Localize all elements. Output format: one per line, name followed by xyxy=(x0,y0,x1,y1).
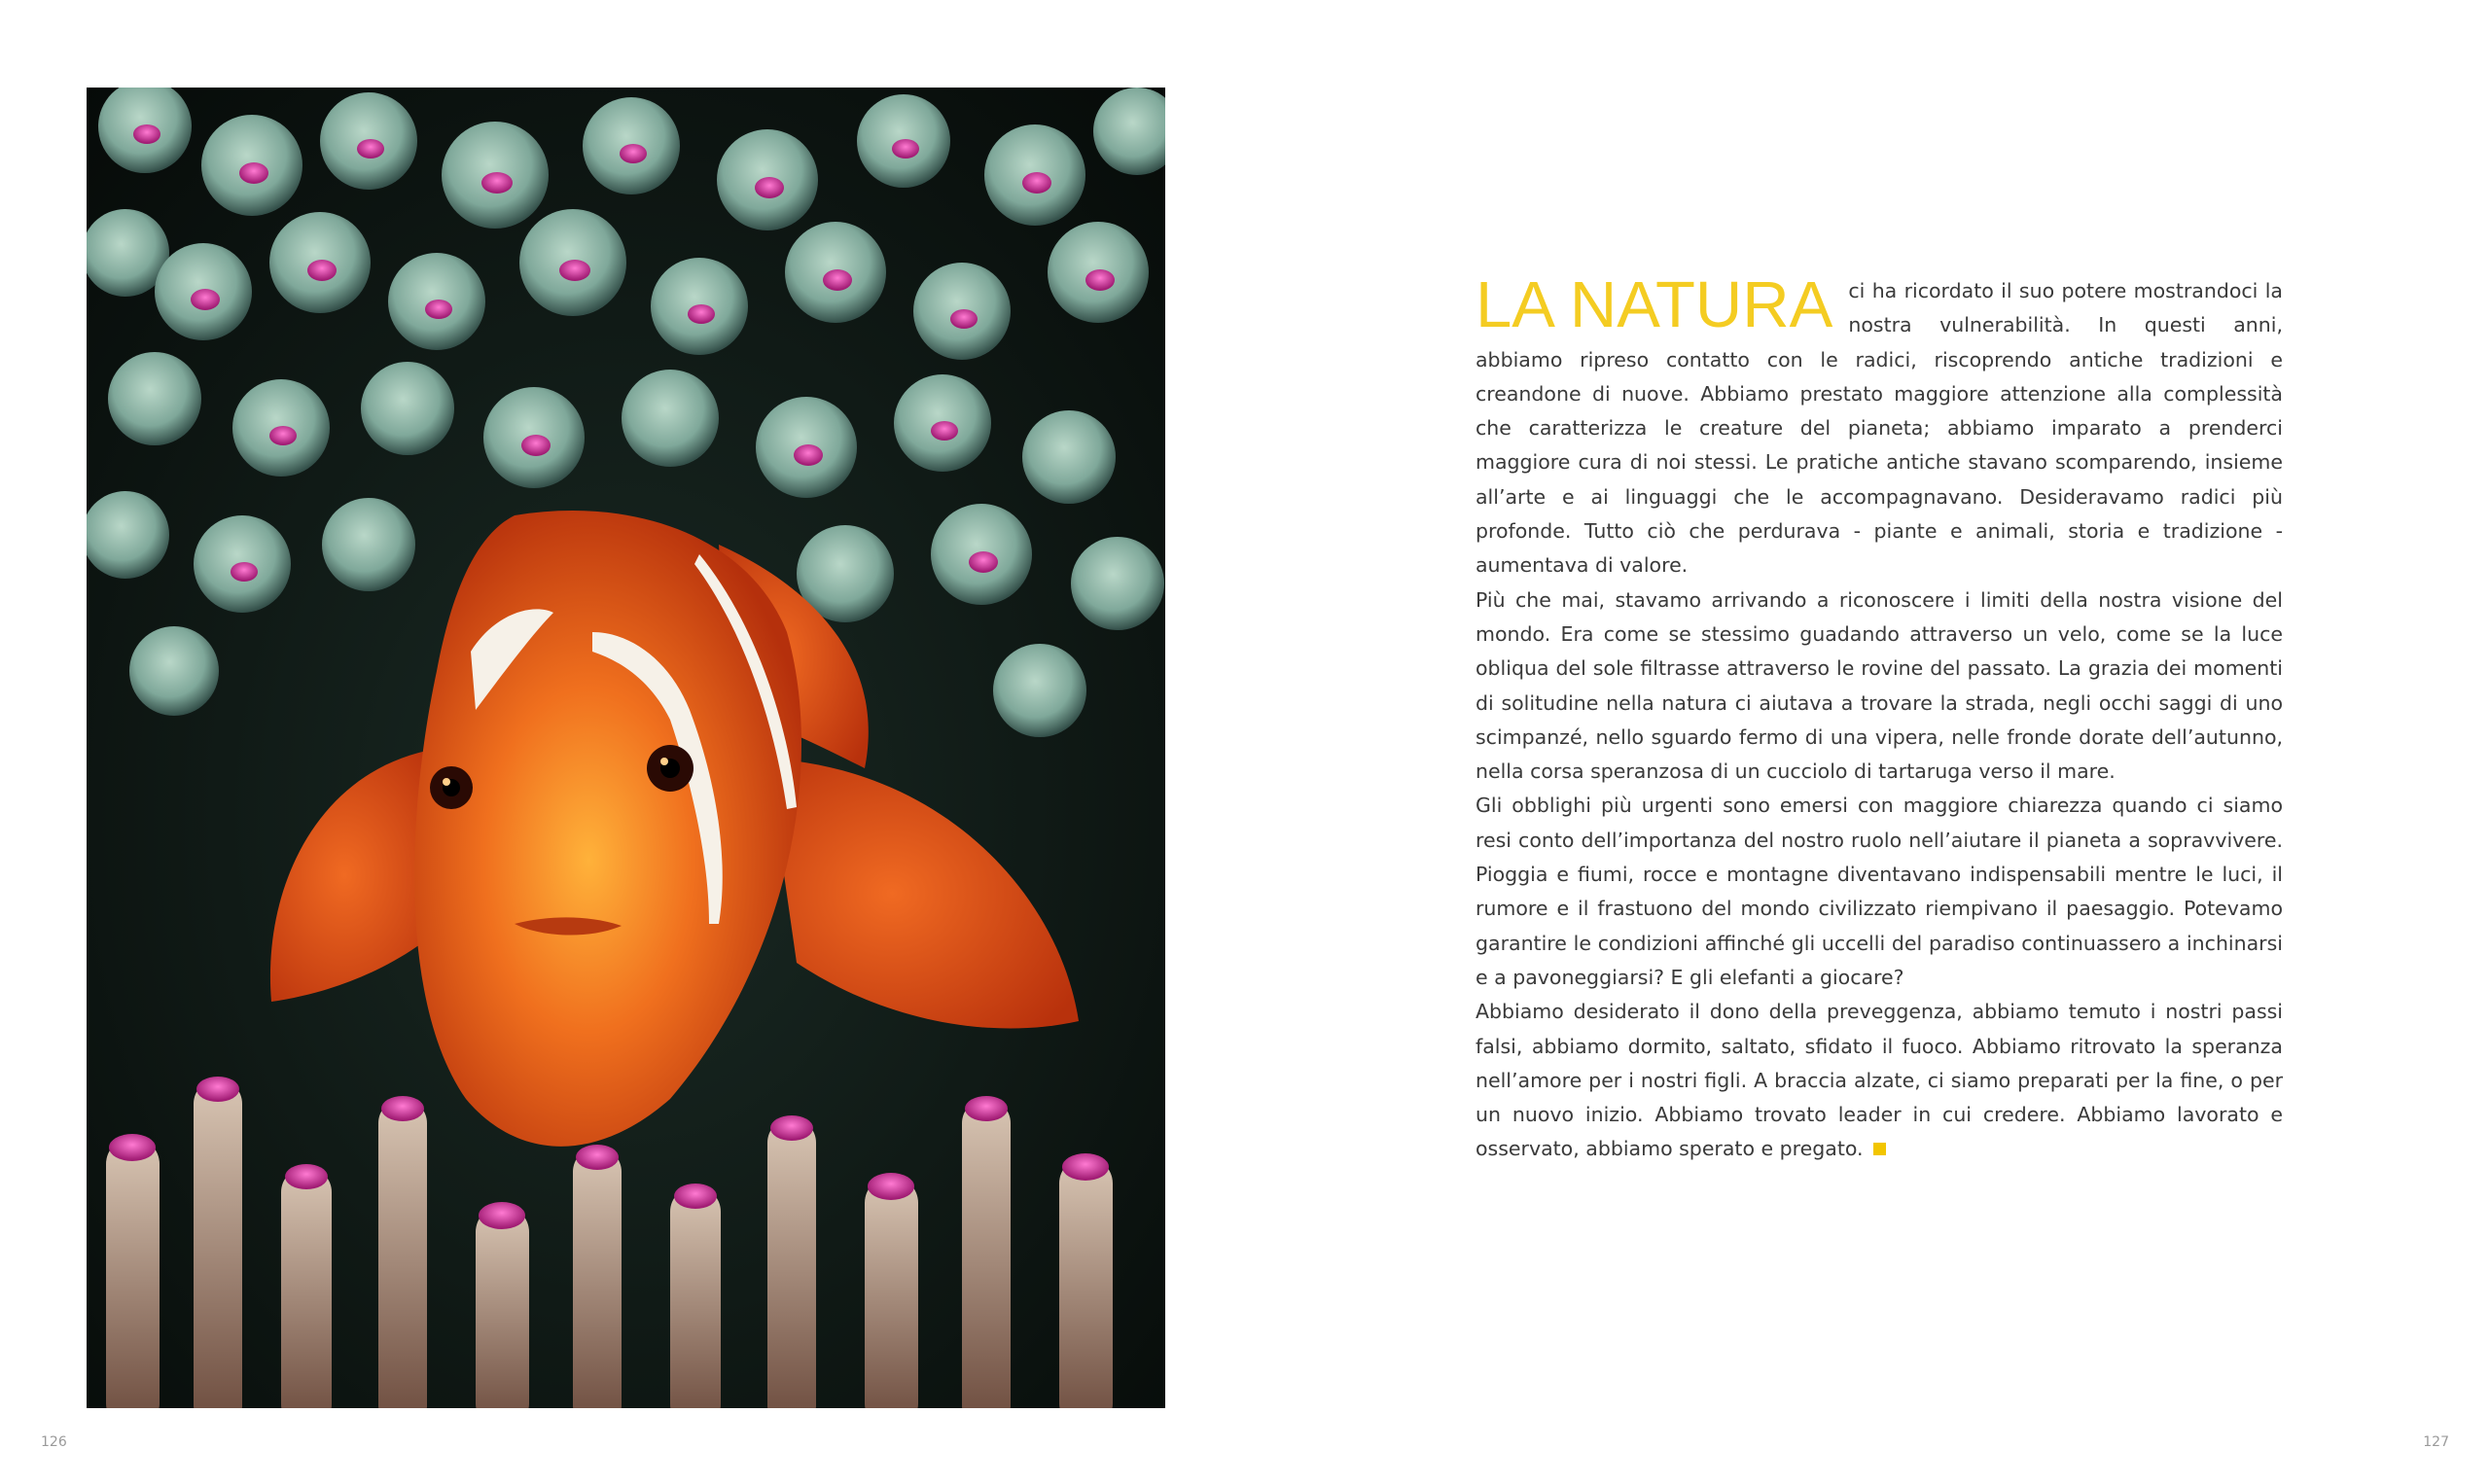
paragraph-1: ci ha ricordato il suo potere mostrandoci la nostra vulnerabilità. In questi anni, abbiamo ripreso contatto con le radici, riscoprendo antiche tradizioni e creandone di nuove. Abbiamo prestato maggiore attenzione alla complessità che caratterizza le creature del pianeta; abbiamo imparato a prenderci maggiore cura di noi stessi. Le pratiche antiche stavano scomparendo, insieme all’arte e ai linguaggi che le accompagnavano. Desideravamo radici più profonde. Tutto ciò che perdurava - piante e animali, storia e tradizione - aumentava di valore. xyxy=(1476,279,2283,578)
page-number-left: 126 xyxy=(41,1434,67,1450)
clownfish-photo xyxy=(87,88,1165,1408)
article-text xyxy=(1476,268,2283,1167)
clownfish-illustration xyxy=(87,88,1165,1408)
lead-word: LA NATURA xyxy=(1476,268,1833,341)
paragraph-4-text: Abbiamo desiderato il dono della preveggenza, abbiamo temuto i nostri passi falsi, abbiamo dormito, saltato, sfidato il fuoco. Abbiamo ritrovato la speranza nell’amore per i nostri figli. A braccia alzate, ci siamo preparati per la fine, o per un nuovo inizio. Abbiamo trovato leader in cui credere. Abbiamo lavorato e osservato, abbiamo sperato e pregato. xyxy=(1476,1000,2283,1161)
paragraph-3: Gli obblighi più urgenti sono emersi con maggiore chiarezza quando ci siamo resi conto dell’importanza del nostro ruolo nell’aiutare il pianeta a sopravvivere. Pioggia e fiumi, rocce e montagne diventavano indispensabili mentre le luci, il rumore e il frastuono del mondo civilizzato riempivano il paesaggio. Potevamo garantire le condizioni affinché gli uccelli del paradiso continuassero a inchinarsi e a pavoneggiarsi? E gli elefanti a giocare? xyxy=(1476,794,2283,989)
page-number-right: 127 xyxy=(2423,1434,2449,1450)
end-mark-square xyxy=(1873,1143,1886,1155)
paragraph-4 xyxy=(1476,995,2283,1166)
paragraph-2: Più che mai, stavamo arrivando a riconoscere i limiti della nostra visione del mondo. Era come se stessimo guadando attraverso un velo, come se la luce obliqua del sole filtrasse attraverso le rovine del passato. La grazia dei momenti di solitudine nella natura ci aiutava a trovare la strada, negli occhi saggi di uno scimpanzé, nello sguardo fermo di una vipera, nelle fronde dorate dell’autunno, nella corsa speranzosa di un cucciolo di tartaruga verso il mare. xyxy=(1476,587,2283,784)
